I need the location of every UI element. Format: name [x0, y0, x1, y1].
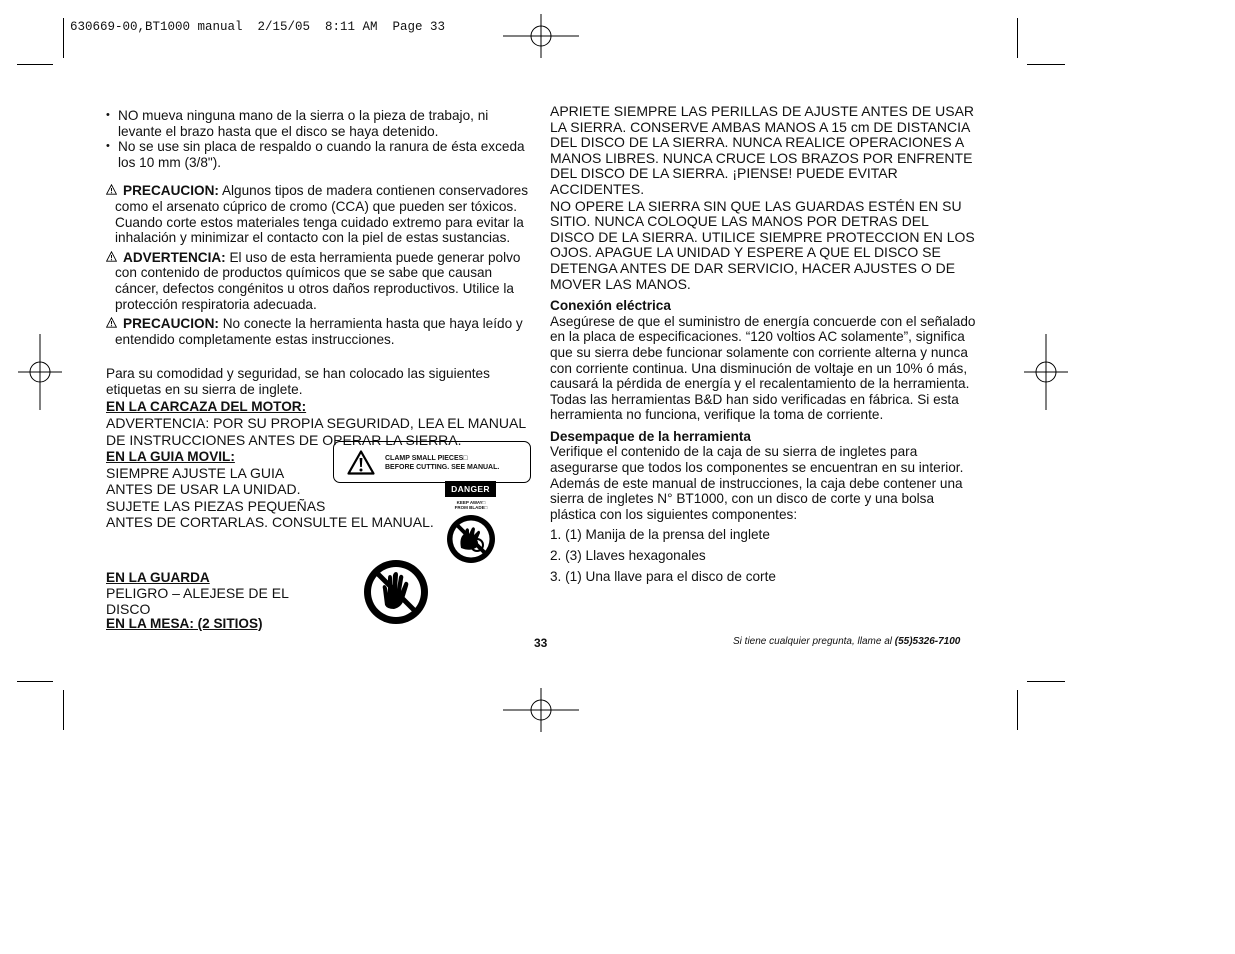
warning-triangle-icon — [347, 450, 375, 475]
crop-mark — [63, 690, 64, 730]
danger-badge: DANGER — [445, 481, 496, 497]
warning-label: PRECAUCION: — [123, 183, 219, 199]
bullet-item: • NO mueva ninguna mano de la sierra o la pieza de trabajo, ni levante el brazo hasta que el disco se haya detenido. — [106, 108, 532, 139]
caps-paragraph: NO OPERE LA SIERRA SIN QUE LAS GUARDAS ESTÉN EN SU SITIO. NUNCA COLOQUE LAS MANOS POR DETRAS DEL DISCO DE LA SIERRA. UTILICE SIEMPRE PROTECCION EN LOS OJOS. APAGUE LA UNIDAD Y ESPERE A QUE EL DISCO SE DETENGA ANTES DE DAR SERVICIO, HACER AJUSTES O DE MOVER LAS MANOS. — [550, 197, 975, 292]
warning-triangle-icon — [106, 317, 117, 328]
guia-line: ANTES DE CORTARLAS. CONSULTE EL MANUAL. — [106, 514, 434, 531]
keep-away-line: KEEP AWAY□ — [456, 500, 486, 505]
print-slug: 630669-00,BT1000 manual 2/15/05 8:11 AM Page 33 — [70, 20, 446, 34]
no-hands-icon — [363, 559, 429, 625]
crop-mark — [17, 681, 53, 682]
section-heading-motor: EN LA CARCAZA DEL MOTOR: — [106, 398, 307, 414]
right-column — [550, 104, 976, 584]
crop-mark — [1017, 690, 1018, 730]
conexion-paragraph: Asegúrese de que el suministro de energía concuerde con el señalado en la placa de especificaciones. “120 voltios AC solamente”, significa que su sierra debe funcionar solamente con corriente alterna y nunca con corriente continua. Una disminución de voltaje en un 10% ó más, causará la pérdida de energía y el recalentamiento de la herramienta. Todas las herramientas B&D han sido verificadas en fábrica. Si esta herramienta no funciona, verifique la toma de corriente. — [550, 313, 976, 423]
warning-triangle-icon — [106, 184, 117, 195]
motor-label-text: ADVERTENCIA: POR SU PROPIA SEGURIDAD, LEA EL MANUAL DE INSTRUCCIONES ANTES DE OPERAR LA SIERRA. — [106, 415, 526, 448]
guia-line: SIEMPRE AJUSTE LA GUIA — [106, 464, 285, 481]
section-heading-conexion: Conexión eléctrica — [550, 298, 671, 314]
clamp-warning-label — [333, 441, 531, 483]
warning-text: Algunos tipos de madera contienen conservadores como el arsenato cúprico de cromo (CCA) que pueden ser tóxicos. Cuando corte estos materiales tenga cuidado extremo para evitar la inhalación y minimizar el contacto con la piel de estas sustancias. — [115, 183, 529, 246]
bullet-item: • No se use sin placa de respaldo o cuando la ranura de ésta exceda los 10 mm (3/8"). — [106, 139, 532, 170]
list-item: 3. (1) Una llave para el disco de corte — [550, 568, 776, 584]
intro-paragraph: Para su comodidad y seguridad, se han colocado las siguientes etiquetas en su sierra de inglete. — [106, 366, 490, 397]
crop-mark — [1027, 64, 1065, 65]
registration-mark-icon — [503, 14, 579, 58]
section-heading-guia: EN LA GUIA MOVIL: — [106, 449, 235, 465]
page-number: 33 — [534, 636, 548, 650]
clamp-label-line: BEFORE CUTTING. SEE MANUAL. — [385, 464, 500, 471]
crop-mark — [1027, 681, 1065, 682]
keep-away-caption — [452, 500, 490, 510]
caps-paragraph: APRIETE SIEMPRE LAS PERILLAS DE AJUSTE ANTES DE USAR LA SIERRA. CONSERVE AMBAS MANOS A 15 cm DE DISTANCIA DEL DISCO DE LA SIERRA. NUNCA REALICE OPERACIONES A MANOS LIBRES. NUNCA CRUCE LOS BRAZOS POR ENFRENTE DEL DISCO DE LA SIERRA. ¡PIENSE! PUEDE EVITAR ACCIDENTES. — [550, 103, 975, 197]
keep-hands-away-icon — [446, 514, 496, 564]
warning-paragraph — [106, 183, 532, 245]
crop-mark — [1017, 18, 1018, 58]
section-heading-guarda: EN LA GUARDA — [106, 569, 210, 585]
section-heading-desempaque: Desempaque de la herramienta — [550, 428, 751, 444]
warning-text: El uso de esta herramienta puede generar polvo con contenido de productos químicos que se sabe que causan cáncer, defectos congénitos u otros daños reproductivos. Utilice la protección respiratoria adecuada. — [115, 249, 521, 312]
registration-mark-icon — [18, 334, 62, 410]
footer-prefix: Si tiene cualquier pregunta, llame al — [733, 636, 895, 647]
list-item: 2. (3) Llaves hexagonales — [550, 548, 706, 564]
desempaque-paragraph: Verifique el contenido de la caja de su sierra de ingletes para asegurarse que todos los componentes se encuentran en su interior. Además de este manual de instrucciones, la caja debe contener una sierra de ingletes N° BT1000, con un disco de corte y una bolsa plástica con los siguientes componentes: — [550, 444, 964, 522]
guarda-line: DISCO — [106, 600, 151, 617]
guia-line: SUJETE LAS PIEZAS PEQUEÑAS — [106, 497, 326, 514]
crop-mark — [17, 64, 53, 65]
warning-paragraph — [106, 250, 532, 312]
warning-text: No conecte la herramienta hasta que haya leído y entendido completamente estas instrucciones. — [115, 316, 523, 347]
warning-paragraph — [106, 316, 532, 347]
clamp-label-line: CLAMP SMALL PIECES□ — [385, 455, 468, 462]
warning-label: ADVERTENCIA: — [123, 249, 226, 265]
warning-label: PRECAUCION: — [123, 316, 219, 332]
warning-triangle-icon — [106, 251, 117, 262]
guarda-line: PELIGRO – ALEJESE DE EL — [106, 585, 289, 602]
section-heading-mesa: EN LA MESA: (2 SITIOS) — [106, 615, 263, 631]
footer-phone: (55)5326-7100 — [894, 636, 961, 647]
registration-mark-icon — [1024, 334, 1068, 410]
crop-mark — [63, 18, 64, 58]
registration-mark-icon — [503, 688, 579, 732]
keep-away-line: FROM BLADE□ — [454, 505, 488, 510]
footer-contact — [733, 636, 960, 647]
list-item: 1. (1) Manija de la prensa del inglete — [550, 527, 770, 543]
guia-line: ANTES DE USAR LA UNIDAD. — [106, 481, 301, 498]
